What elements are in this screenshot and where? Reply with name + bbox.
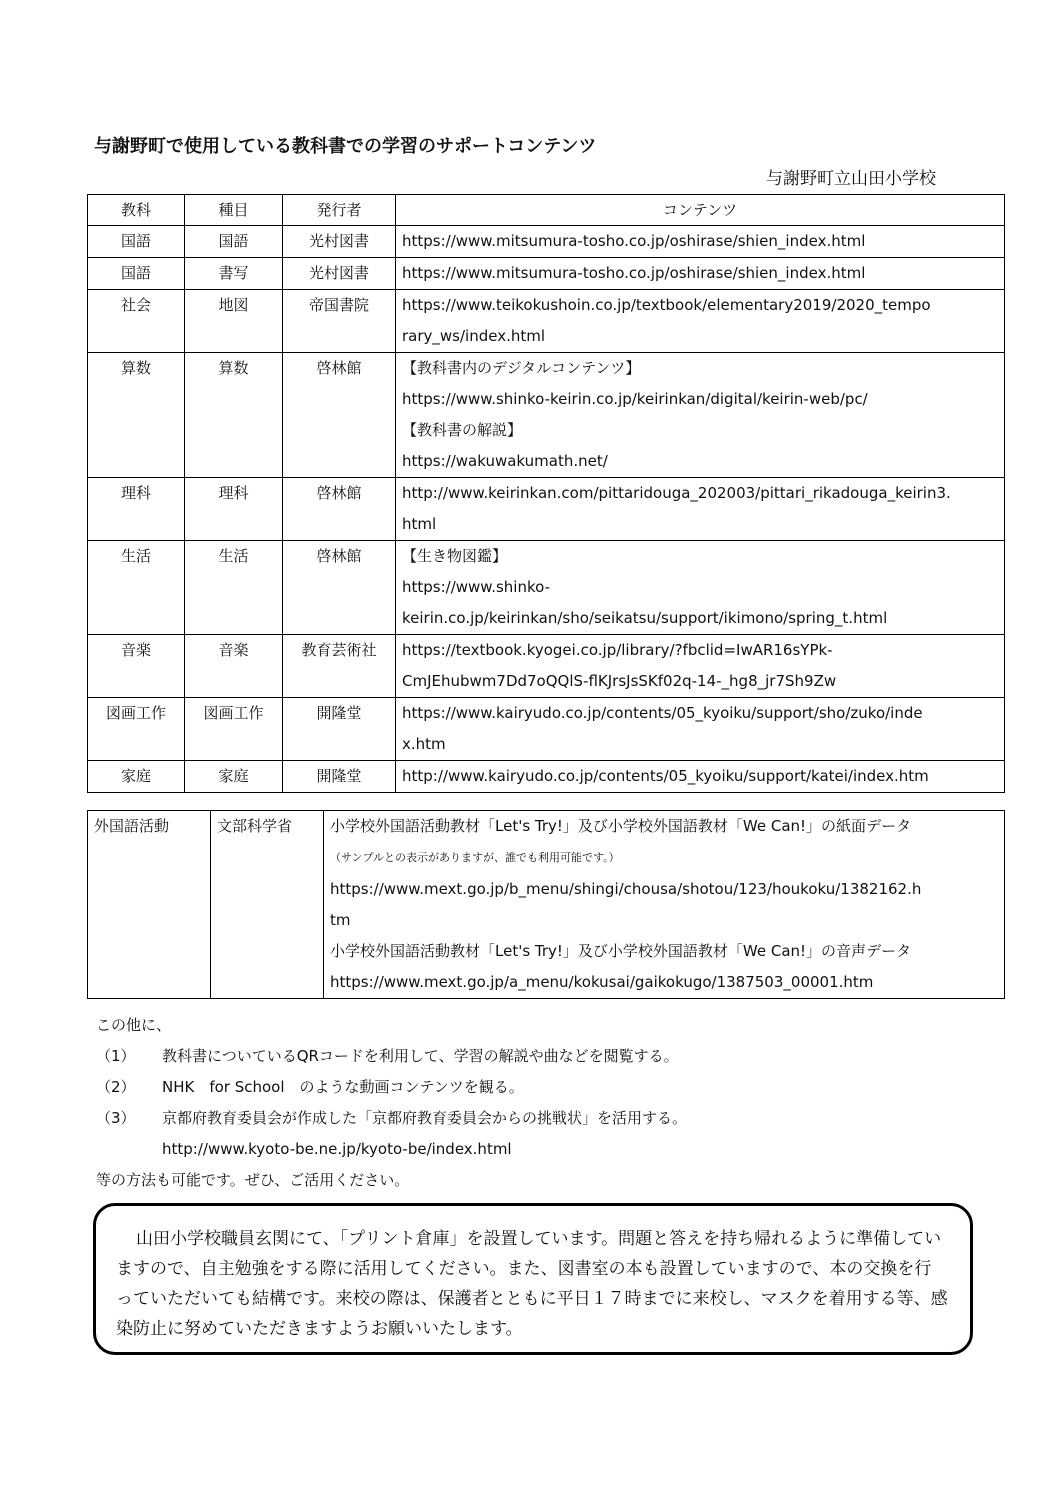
foreign-line: 小学校外国語活動教材「Let's Try!」及び小学校外国語教材「We Can!」の音声データ	[330, 942, 912, 960]
content-label: 【教科書の解説】	[402, 421, 523, 439]
school-name: 与謝野町立山田小学校	[766, 169, 936, 189]
foreign-note: （サンプルとの表示がありますが、誰でも利用可能です。）	[330, 851, 620, 864]
item-text: 教科書についているQRコードを利用して、学習の解説や曲などを閲覧する。	[162, 1047, 679, 1065]
cell-type: 書写	[185, 258, 283, 290]
table-row	[88, 226, 1005, 258]
list-item	[96, 1041, 687, 1072]
table-row	[88, 353, 1005, 478]
content-link[interactable]: http://www.keirinkan.com/pittaridouga_202003/pittari_rikadouga_keirin3.	[402, 484, 951, 502]
cell-content	[396, 353, 1005, 478]
cell-publisher: 開隆堂	[283, 698, 396, 761]
content-link[interactable]: https://www.shinko-	[402, 578, 550, 596]
cell-content	[396, 258, 1005, 290]
cell-subject: 生活	[88, 541, 185, 635]
cell-type: 家庭	[185, 761, 283, 793]
other-methods	[96, 1010, 687, 1196]
cell-content	[396, 226, 1005, 258]
header-type: 種目	[185, 195, 283, 226]
item-number: （1）	[96, 1047, 136, 1065]
cell-type: 国語	[185, 226, 283, 258]
cell-type: 音楽	[185, 635, 283, 698]
cell-type: 生活	[185, 541, 283, 635]
content-label: 【教科書内のデジタルコンテンツ】	[402, 359, 641, 377]
foreign-link-cont[interactable]: tm	[330, 911, 351, 929]
table-row	[88, 541, 1005, 635]
cell-subject: 音楽	[88, 635, 185, 698]
table-header-row	[88, 195, 1005, 226]
cell-subject: 理科	[88, 478, 185, 541]
content-link[interactable]: https://www.mitsumura-tosho.co.jp/oshirase/shien_index.html	[402, 232, 866, 250]
closing-text: 等の方法も可能です。ぜひ、ご活用ください。	[96, 1171, 410, 1189]
content-link[interactable]: https://www.shinko-keirin.co.jp/keirinkan/digital/keirin-web/pc/	[402, 390, 868, 408]
cell-publisher: 啓林館	[283, 541, 396, 635]
foreign-link[interactable]: https://www.mext.go.jp/a_menu/kokusai/gaikokugo/1387503_00001.htm	[330, 973, 874, 991]
cell-publisher: 開隆堂	[283, 761, 396, 793]
content-label: 【生き物図鑑】	[402, 547, 508, 565]
foreign-publisher: 文部科学省	[211, 811, 324, 999]
content-link[interactable]: https://www.kairyudo.co.jp/contents/05_kyoiku/support/sho/zuko/inde	[402, 704, 923, 722]
table-row	[88, 290, 1005, 353]
foreign-language-table	[87, 810, 1005, 999]
cell-content	[396, 290, 1005, 353]
table-row	[88, 635, 1005, 698]
item-text: 京都府教育委員会が作成した「京都府教育委員会からの挑戦状」を活用する。	[162, 1109, 688, 1127]
cell-type: 図画工作	[185, 698, 283, 761]
cell-publisher: 啓林館	[283, 478, 396, 541]
table-row	[88, 258, 1005, 290]
cell-publisher: 教育芸術社	[283, 635, 396, 698]
content-link[interactable]: keirin.co.jp/keirinkan/sho/seikatsu/support/ikimono/spring_t.html	[402, 609, 888, 627]
header-subject: 教科	[88, 195, 185, 226]
content-link[interactable]: rary_ws/index.html	[402, 327, 546, 345]
content-link[interactable]: https://wakuwakumath.net/	[402, 452, 608, 470]
table-row	[88, 478, 1005, 541]
cell-subject: 国語	[88, 226, 185, 258]
content-link[interactable]: html	[402, 515, 437, 533]
cell-publisher: 光村図書	[283, 226, 396, 258]
cell-subject: 家庭	[88, 761, 185, 793]
cell-subject: 算数	[88, 353, 185, 478]
content-link[interactable]: http://www.kairyudo.co.jp/contents/05_kyoiku/support/katei/index.htm	[402, 767, 929, 785]
content-link[interactable]: https://www.teikokushoin.co.jp/textbook/elementary2019/2020_tempo	[402, 296, 931, 314]
table-row	[88, 811, 1005, 999]
header-content: コンテンツ	[396, 195, 1005, 226]
cell-publisher: 帝国書院	[283, 290, 396, 353]
content-link[interactable]: x.htm	[402, 735, 446, 753]
list-item	[96, 1103, 687, 1134]
list-item	[96, 1072, 687, 1103]
item-text: NHK for School のような動画コンテンツを観る。	[162, 1078, 524, 1096]
header-publisher: 発行者	[283, 195, 396, 226]
cell-subject: 社会	[88, 290, 185, 353]
foreign-content	[324, 811, 1005, 999]
table-row	[88, 761, 1005, 793]
content-link[interactable]: https://textbook.kyogei.co.jp/library/?fbclid=IwAR16sYPk-	[402, 641, 833, 659]
item-number: （2）	[96, 1078, 136, 1096]
cell-publisher: 啓林館	[283, 353, 396, 478]
cell-type: 理科	[185, 478, 283, 541]
kyoto-url-link[interactable]: http://www.kyoto-be.ne.jp/kyoto-be/index.html	[162, 1140, 512, 1158]
content-link[interactable]: https://www.mitsumura-tosho.co.jp/oshirase/shien_index.html	[402, 264, 866, 282]
cell-type: 地図	[185, 290, 283, 353]
notice-box: 山田小学校職員玄関にて、「プリント倉庫」を設置しています。問題と答えを持ち帰れるように準備していますので、自主勉強をする際に活用してください。また、図書室の本も設置していますので、本の交換を行っていただいても結構です。来校の際は、保護者とともに平日１７時までに来校し、マスクを着用する等、感染防止に努めていただきますようお願いいたします。	[93, 1203, 973, 1355]
cell-subject: 図画工作	[88, 698, 185, 761]
foreign-subject: 外国語活動	[88, 811, 211, 999]
cell-publisher: 光村図書	[283, 258, 396, 290]
content-table	[87, 194, 1005, 793]
cell-content	[396, 541, 1005, 635]
cell-content	[396, 698, 1005, 761]
other-intro: この他に、	[96, 1016, 172, 1034]
cell-content	[396, 761, 1005, 793]
foreign-line: 小学校外国語活動教材「Let's Try!」及び小学校外国語教材「We Can!」の紙面データ	[330, 817, 912, 835]
page-title: 与謝野町で使用している教科書での学習のサポートコンテンツ	[94, 136, 597, 157]
table-row	[88, 698, 1005, 761]
cell-subject: 国語	[88, 258, 185, 290]
cell-content	[396, 635, 1005, 698]
cell-type: 算数	[185, 353, 283, 478]
cell-content	[396, 478, 1005, 541]
item-number: （3）	[96, 1109, 136, 1127]
content-label: CmJEhubwm7Dd7oQQlS-flKJrsJsSKf02q-14-_hg8_jr7Sh9Zw	[402, 672, 837, 690]
foreign-link[interactable]: https://www.mext.go.jp/b_menu/shingi/chousa/shotou/123/houkoku/1382162.h	[330, 880, 922, 898]
